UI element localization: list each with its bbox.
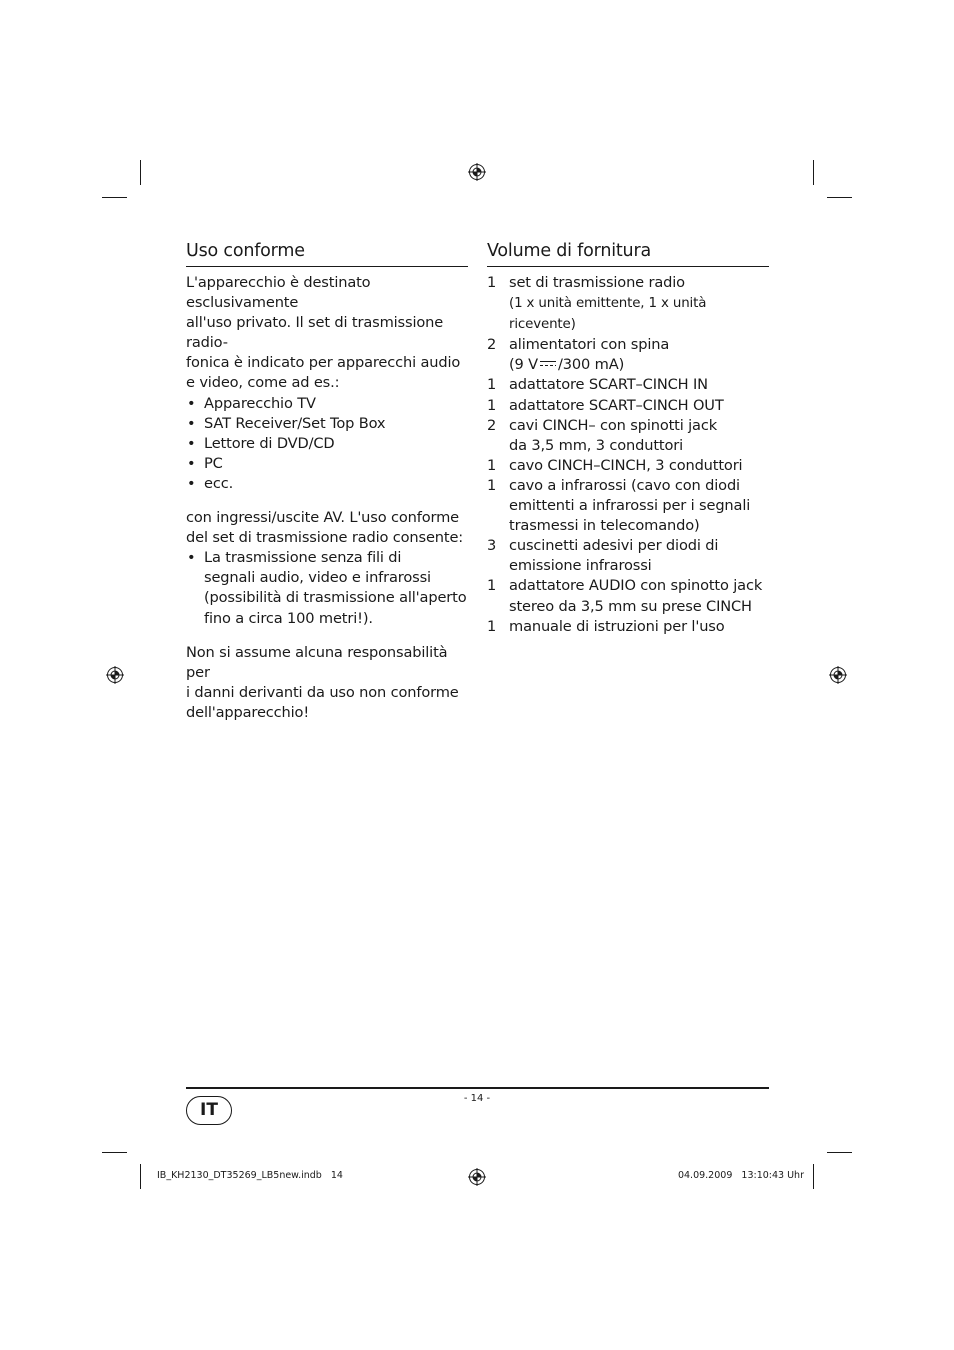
file-name: IB_KH2130_DT35269_LB5new.indb 14	[157, 1170, 343, 1181]
item-text: adattatore SCART–CINCH IN	[509, 376, 708, 394]
text-line: dell'apparecchio!	[186, 703, 310, 721]
text-line: fonica è indicato per apparecchi audio	[186, 354, 461, 372]
list-item: • SAT Receiver/Set Top Box	[186, 414, 468, 434]
list-item: • Apparecchio TV	[186, 394, 468, 414]
section-uso-conforme	[186, 238, 468, 723]
list-item: • PC	[186, 454, 468, 474]
item-text: cavo CINCH–CINCH, 3 conduttori	[509, 456, 743, 474]
item-quantity: 1	[487, 577, 497, 595]
item-quantity: 2	[487, 336, 497, 354]
list-item	[487, 416, 769, 456]
text-line: La trasmissione senza fili di	[204, 549, 402, 567]
text-line: L'apparecchio è destinato esclusivamente	[186, 274, 371, 312]
text-line: (possibilità di trasmissione all'aperto	[204, 589, 467, 607]
text-line: all'uso privato. Il set di trasmissione radio-	[186, 314, 444, 352]
crop-mark	[140, 160, 141, 185]
list-item: • Lettore di DVD/CD	[186, 434, 468, 454]
registration-mark-icon	[106, 666, 124, 684]
page-number: - 14 -	[463, 1093, 491, 1104]
supply-list	[487, 273, 769, 637]
middle-paragraph	[186, 508, 468, 548]
language-badge: IT	[186, 1096, 232, 1125]
list-item	[487, 476, 769, 536]
item-text: emissione infrarossi	[509, 557, 652, 575]
item-quantity: 1	[487, 274, 497, 291]
dc-current-icon	[540, 361, 556, 367]
item-text: cavo a infrarossi (cavo con diodi	[509, 476, 740, 494]
section-heading: Volume di fornitura	[487, 238, 769, 267]
item-text: emittenti a infrarossi per i segnali	[509, 497, 751, 515]
footer-divider	[186, 1087, 769, 1089]
text-line: e video, come ad es.:	[186, 374, 340, 392]
crop-mark	[827, 1152, 852, 1153]
registration-mark-icon	[829, 666, 847, 684]
text-line: segnali audio, video e infrarossi	[204, 569, 431, 587]
item-spec: /300 mA)	[558, 356, 625, 374]
text-line: Non si assume alcuna responsabilità per	[186, 643, 448, 681]
print-timestamp: 04.09.2009 13:10:43 Uhr	[677, 1170, 804, 1181]
section-heading: Uso conforme	[186, 238, 468, 267]
device-list	[186, 394, 468, 494]
item-text: (1 x unità emittente, 1 x unità ricevente)	[509, 296, 707, 333]
text-line: con ingressi/uscite AV. L'uso conforme	[186, 509, 460, 527]
crop-mark	[827, 197, 852, 198]
text-line: i danni derivanti da uso non conforme	[186, 683, 459, 701]
item-quantity: 2	[487, 416, 497, 434]
item-text: cuscinetti adesivi per diodi di	[509, 537, 719, 555]
crop-mark	[102, 1152, 127, 1153]
crop-mark	[813, 160, 814, 185]
item-text: manuale di istruzioni per l'uso	[509, 617, 725, 635]
item-text: alimentatori con spina	[509, 336, 670, 354]
section-volume-di-fornitura	[487, 238, 769, 637]
item-quantity: 1	[487, 376, 497, 394]
crop-mark	[102, 197, 127, 198]
item-spec: (9 V	[509, 356, 539, 374]
item-quantity: 1	[487, 617, 497, 635]
item-text: cavi CINCH– con spinotti jack	[509, 416, 718, 434]
crop-mark	[813, 1164, 814, 1189]
list-item	[487, 456, 769, 476]
list-item	[186, 548, 468, 628]
item-text: adattatore SCART–CINCH OUT	[509, 396, 724, 414]
item-text: da 3,5 mm, 3 conduttori	[509, 436, 684, 454]
list-item	[487, 375, 769, 395]
item-text: trasmessi in telecomando)	[509, 517, 700, 535]
list-item	[487, 617, 769, 637]
list-item	[487, 536, 769, 576]
registration-mark-icon	[468, 163, 486, 181]
item-quantity: 1	[487, 456, 497, 474]
crop-mark	[140, 1164, 141, 1189]
list-item: • ecc.	[186, 474, 468, 494]
list-item	[487, 273, 769, 335]
intro-paragraph	[186, 273, 468, 394]
text-line: del set di trasmissione radio consente:	[186, 529, 464, 547]
feature-list	[186, 548, 468, 628]
text-line: fino a circa 100 metri!).	[204, 609, 373, 627]
list-item	[487, 576, 769, 616]
list-item	[487, 335, 769, 375]
list-item	[487, 396, 769, 416]
item-quantity: 1	[487, 396, 497, 414]
registration-mark-icon	[468, 1168, 486, 1186]
item-text: stereo da 3,5 mm su prese CINCH	[509, 597, 752, 615]
item-text: adattatore AUDIO con spinotto jack	[509, 577, 763, 595]
disclaimer-paragraph	[186, 643, 468, 723]
item-quantity: 1	[487, 476, 497, 494]
item-text: set di trasmissione radio	[509, 274, 685, 291]
item-quantity: 3	[487, 537, 497, 555]
